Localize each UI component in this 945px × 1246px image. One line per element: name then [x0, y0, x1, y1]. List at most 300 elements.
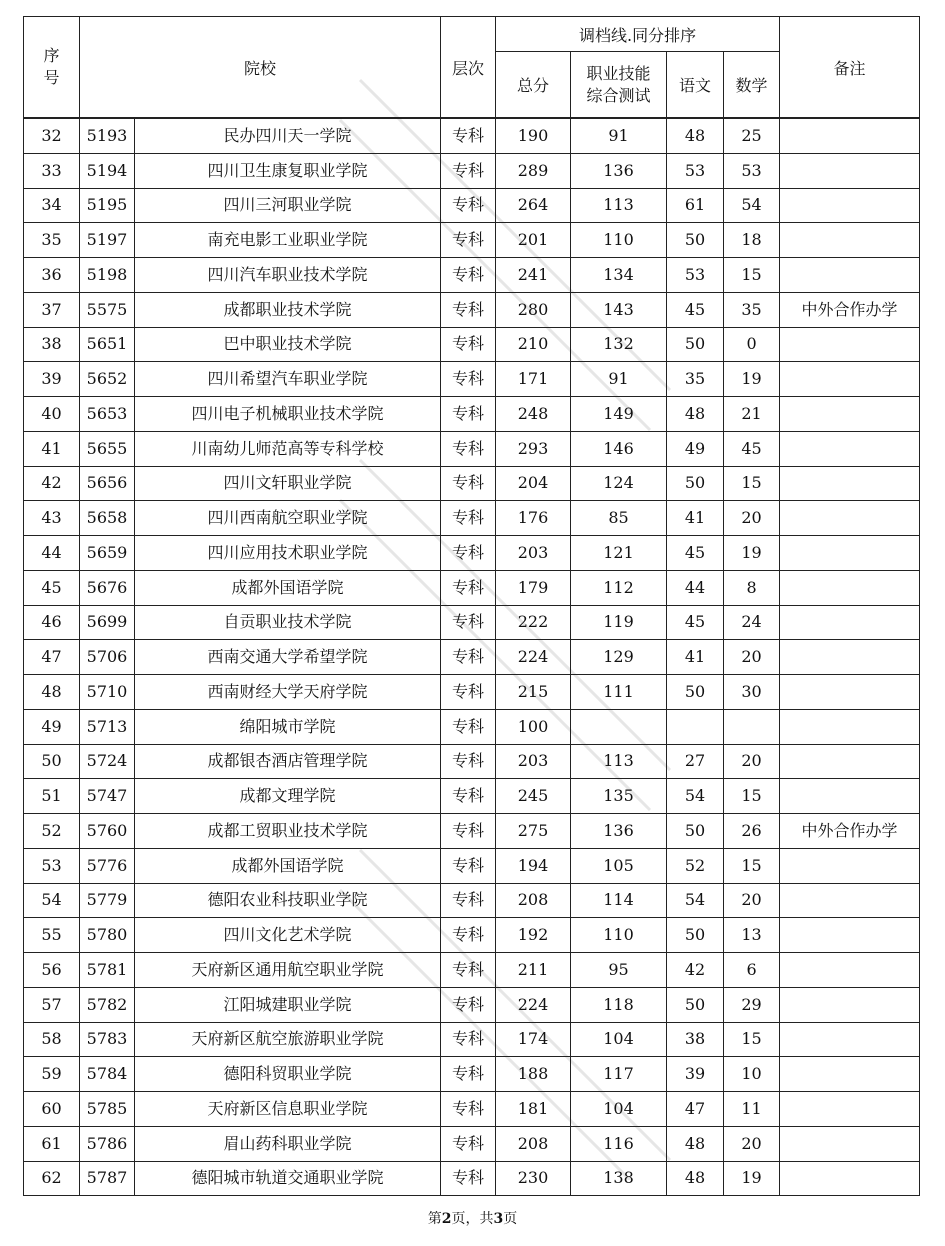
cell-chinese: 53	[667, 258, 724, 293]
cell-skill: 105	[571, 848, 667, 883]
cell-level: 专科	[441, 327, 496, 362]
cell-chinese: 44	[667, 570, 724, 605]
table-row	[24, 362, 920, 397]
cell-level: 专科	[441, 1126, 496, 1161]
cell-skill: 112	[571, 570, 667, 605]
cell-code: 5658	[80, 501, 135, 536]
cell-skill: 117	[571, 1057, 667, 1092]
cell-seq: 58	[24, 1022, 80, 1057]
cell-remark	[780, 118, 920, 153]
cell-total: 224	[496, 640, 571, 675]
cell-level: 专科	[441, 258, 496, 293]
cell-remark	[780, 466, 920, 501]
cell-math: 21	[724, 397, 780, 432]
cell-math: 13	[724, 918, 780, 953]
cell-total: 208	[496, 883, 571, 918]
cell-code: 5198	[80, 258, 135, 293]
table-row	[24, 188, 920, 223]
cell-skill: 129	[571, 640, 667, 675]
table-row	[24, 501, 920, 536]
cell-chinese: 27	[667, 744, 724, 779]
cell-chinese: 54	[667, 779, 724, 814]
cell-total: 203	[496, 744, 571, 779]
cell-skill: 149	[571, 397, 667, 432]
cell-level: 专科	[441, 362, 496, 397]
header-skill: 职业技能 综合测试	[571, 52, 667, 119]
cell-level: 专科	[441, 501, 496, 536]
cell-total: 208	[496, 1126, 571, 1161]
cell-remark	[780, 501, 920, 536]
cell-remark	[780, 536, 920, 571]
cell-skill: 118	[571, 987, 667, 1022]
table-row	[24, 1092, 920, 1127]
cell-school: 四川应用技术职业学院	[135, 536, 441, 571]
cell-level: 专科	[441, 188, 496, 223]
cell-code: 5786	[80, 1126, 135, 1161]
cell-total: 203	[496, 536, 571, 571]
cell-skill: 134	[571, 258, 667, 293]
header-school: 院校	[80, 17, 441, 119]
table-row	[24, 258, 920, 293]
cell-skill: 85	[571, 501, 667, 536]
cell-school: 眉山药科职业学院	[135, 1126, 441, 1161]
cell-school: 四川三河职业学院	[135, 188, 441, 223]
cell-remark	[780, 779, 920, 814]
cell-skill: 91	[571, 118, 667, 153]
table-row	[24, 987, 920, 1022]
table-row	[24, 1126, 920, 1161]
table-row	[24, 848, 920, 883]
cell-remark	[780, 362, 920, 397]
cell-school: 巴中职业技术学院	[135, 327, 441, 362]
cell-code: 5195	[80, 188, 135, 223]
cell-remark	[780, 987, 920, 1022]
cell-seq: 57	[24, 987, 80, 1022]
cell-total: 176	[496, 501, 571, 536]
cell-total: 210	[496, 327, 571, 362]
cell-remark	[780, 1057, 920, 1092]
cell-math: 15	[724, 779, 780, 814]
cell-code: 5781	[80, 953, 135, 988]
cell-math: 35	[724, 292, 780, 327]
cell-remark	[780, 640, 920, 675]
cell-total: 215	[496, 675, 571, 710]
table-row	[24, 1022, 920, 1057]
cell-code: 5655	[80, 431, 135, 466]
cell-skill: 124	[571, 466, 667, 501]
cell-school: 江阳城建职业学院	[135, 987, 441, 1022]
cell-skill: 143	[571, 292, 667, 327]
cell-code: 5784	[80, 1057, 135, 1092]
cell-skill: 104	[571, 1092, 667, 1127]
cell-skill: 135	[571, 779, 667, 814]
table-row	[24, 640, 920, 675]
cell-school: 德阳城市轨道交通职业学院	[135, 1161, 441, 1196]
table-row	[24, 744, 920, 779]
table-row	[24, 953, 920, 988]
cell-school: 成都外国语学院	[135, 570, 441, 605]
cell-code: 5194	[80, 153, 135, 188]
cell-school: 德阳科贸职业学院	[135, 1057, 441, 1092]
table-row	[24, 431, 920, 466]
cell-skill: 136	[571, 814, 667, 849]
cell-chinese: 50	[667, 918, 724, 953]
cell-seq: 36	[24, 258, 80, 293]
cell-code: 5699	[80, 605, 135, 640]
table-row	[24, 814, 920, 849]
cell-math: 20	[724, 640, 780, 675]
table-row	[24, 223, 920, 258]
table-row	[24, 1057, 920, 1092]
cell-level: 专科	[441, 570, 496, 605]
cell-level: 专科	[441, 1161, 496, 1196]
cell-total: 174	[496, 1022, 571, 1057]
cell-code: 5713	[80, 709, 135, 744]
cell-skill: 110	[571, 918, 667, 953]
cell-math: 19	[724, 536, 780, 571]
cell-math: 45	[724, 431, 780, 466]
cell-chinese	[667, 709, 724, 744]
cell-chinese: 61	[667, 188, 724, 223]
cell-remark	[780, 1126, 920, 1161]
cell-remark	[780, 883, 920, 918]
cell-total: 289	[496, 153, 571, 188]
cell-level: 专科	[441, 814, 496, 849]
cell-school: 天府新区通用航空职业学院	[135, 953, 441, 988]
cell-math: 15	[724, 848, 780, 883]
cell-code: 5656	[80, 466, 135, 501]
cell-code: 5760	[80, 814, 135, 849]
cell-code: 5782	[80, 987, 135, 1022]
cell-code: 5785	[80, 1092, 135, 1127]
cell-school: 成都文理学院	[135, 779, 441, 814]
cell-seq: 47	[24, 640, 80, 675]
cell-seq: 53	[24, 848, 80, 883]
cell-remark	[780, 918, 920, 953]
cell-math: 19	[724, 362, 780, 397]
cell-seq: 51	[24, 779, 80, 814]
cell-code: 5710	[80, 675, 135, 710]
cell-total: 275	[496, 814, 571, 849]
cell-level: 专科	[441, 153, 496, 188]
cell-chinese: 48	[667, 1126, 724, 1161]
cell-chinese: 54	[667, 883, 724, 918]
cell-level: 专科	[441, 292, 496, 327]
cell-code: 5776	[80, 848, 135, 883]
cell-remark	[780, 431, 920, 466]
cell-skill: 136	[571, 153, 667, 188]
cell-math: 6	[724, 953, 780, 988]
cell-seq: 43	[24, 501, 80, 536]
cell-skill: 116	[571, 1126, 667, 1161]
cell-math: 26	[724, 814, 780, 849]
table-row	[24, 709, 920, 744]
cell-math: 20	[724, 744, 780, 779]
cell-skill: 110	[571, 223, 667, 258]
cell-seq: 50	[24, 744, 80, 779]
cell-skill: 146	[571, 431, 667, 466]
cell-seq: 41	[24, 431, 80, 466]
cell-school: 四川西南航空职业学院	[135, 501, 441, 536]
cell-level: 专科	[441, 848, 496, 883]
cell-remark	[780, 848, 920, 883]
cell-level: 专科	[441, 223, 496, 258]
cell-chinese: 45	[667, 536, 724, 571]
cell-seq: 45	[24, 570, 80, 605]
cell-remark	[780, 744, 920, 779]
cell-total: 188	[496, 1057, 571, 1092]
cell-chinese: 53	[667, 153, 724, 188]
cell-chinese: 48	[667, 118, 724, 153]
cell-total: 192	[496, 918, 571, 953]
cell-total: 280	[496, 292, 571, 327]
cell-total: 211	[496, 953, 571, 988]
cell-total: 241	[496, 258, 571, 293]
cell-math: 20	[724, 1126, 780, 1161]
cell-code: 5747	[80, 779, 135, 814]
cell-total: 100	[496, 709, 571, 744]
cell-total: 181	[496, 1092, 571, 1127]
cell-code: 5653	[80, 397, 135, 432]
cell-chinese: 50	[667, 675, 724, 710]
table-row	[24, 292, 920, 327]
cell-chinese: 49	[667, 431, 724, 466]
table-row	[24, 570, 920, 605]
cell-math: 20	[724, 883, 780, 918]
cell-remark	[780, 570, 920, 605]
cell-school: 四川文轩职业学院	[135, 466, 441, 501]
cell-seq: 52	[24, 814, 80, 849]
cell-total: 248	[496, 397, 571, 432]
cell-school: 天府新区航空旅游职业学院	[135, 1022, 441, 1057]
cell-skill: 119	[571, 605, 667, 640]
cell-total: 171	[496, 362, 571, 397]
cell-school: 成都外国语学院	[135, 848, 441, 883]
table-row	[24, 883, 920, 918]
cell-chinese: 45	[667, 292, 724, 327]
cell-total: 230	[496, 1161, 571, 1196]
table-row	[24, 675, 920, 710]
cell-level: 专科	[441, 431, 496, 466]
cell-level: 专科	[441, 987, 496, 1022]
cell-math: 15	[724, 258, 780, 293]
cell-school: 四川汽车职业技术学院	[135, 258, 441, 293]
cell-seq: 59	[24, 1057, 80, 1092]
cell-remark	[780, 188, 920, 223]
cell-level: 专科	[441, 118, 496, 153]
cell-code: 5651	[80, 327, 135, 362]
cell-math: 29	[724, 987, 780, 1022]
cell-code: 5193	[80, 118, 135, 153]
cell-chinese: 50	[667, 466, 724, 501]
cell-math: 54	[724, 188, 780, 223]
cell-remark	[780, 258, 920, 293]
cell-total: 222	[496, 605, 571, 640]
cell-level: 专科	[441, 1092, 496, 1127]
cell-school: 四川卫生康复职业学院	[135, 153, 441, 188]
cell-school: 成都职业技术学院	[135, 292, 441, 327]
table-row	[24, 397, 920, 432]
cell-seq: 39	[24, 362, 80, 397]
cell-code: 5197	[80, 223, 135, 258]
cell-chinese: 48	[667, 397, 724, 432]
cell-code: 5783	[80, 1022, 135, 1057]
header-total: 总分	[496, 52, 571, 119]
cell-level: 专科	[441, 1022, 496, 1057]
cell-remark	[780, 1161, 920, 1196]
header-seq: 序号	[24, 17, 80, 119]
cell-skill: 113	[571, 188, 667, 223]
cell-skill	[571, 709, 667, 744]
cell-chinese: 52	[667, 848, 724, 883]
cell-chinese: 41	[667, 501, 724, 536]
cell-skill: 111	[571, 675, 667, 710]
cell-remark	[780, 709, 920, 744]
cell-chinese: 38	[667, 1022, 724, 1057]
page-footer: 第2页，共3页	[427, 1211, 518, 1227]
cell-math: 0	[724, 327, 780, 362]
cell-skill: 138	[571, 1161, 667, 1196]
cell-code: 5659	[80, 536, 135, 571]
cell-skill: 113	[571, 744, 667, 779]
cell-remark	[780, 327, 920, 362]
cell-chinese: 47	[667, 1092, 724, 1127]
cell-remark: 中外合作办学	[780, 292, 920, 327]
header-group-title: 调档线.同分排序	[496, 17, 780, 52]
cell-level: 专科	[441, 605, 496, 640]
cell-remark: 中外合作办学	[780, 814, 920, 849]
cell-seq: 54	[24, 883, 80, 918]
cell-school: 成都工贸职业技术学院	[135, 814, 441, 849]
cell-total: 179	[496, 570, 571, 605]
cell-total: 224	[496, 987, 571, 1022]
cell-total: 245	[496, 779, 571, 814]
cell-math: 24	[724, 605, 780, 640]
cell-level: 专科	[441, 779, 496, 814]
table-row	[24, 918, 920, 953]
cell-math: 8	[724, 570, 780, 605]
cell-level: 专科	[441, 918, 496, 953]
cell-skill: 121	[571, 536, 667, 571]
cell-skill: 91	[571, 362, 667, 397]
cell-math: 30	[724, 675, 780, 710]
cell-remark	[780, 1092, 920, 1127]
cell-chinese: 39	[667, 1057, 724, 1092]
cell-skill: 95	[571, 953, 667, 988]
cell-remark	[780, 605, 920, 640]
cell-code: 5706	[80, 640, 135, 675]
cell-skill: 104	[571, 1022, 667, 1057]
admission-score-table	[23, 16, 920, 1196]
table-row	[24, 1161, 920, 1196]
cell-school: 天府新区信息职业学院	[135, 1092, 441, 1127]
cell-remark	[780, 397, 920, 432]
header-chinese: 语文	[667, 52, 724, 119]
cell-level: 专科	[441, 466, 496, 501]
cell-seq: 61	[24, 1126, 80, 1161]
cell-math: 15	[724, 1022, 780, 1057]
cell-seq: 34	[24, 188, 80, 223]
cell-seq: 33	[24, 153, 80, 188]
table-row	[24, 153, 920, 188]
cell-seq: 42	[24, 466, 80, 501]
cell-school: 绵阳城市学院	[135, 709, 441, 744]
cell-school: 四川电子机械职业技术学院	[135, 397, 441, 432]
cell-level: 专科	[441, 1057, 496, 1092]
cell-school: 南充电影工业职业学院	[135, 223, 441, 258]
cell-code: 5575	[80, 292, 135, 327]
cell-school: 四川文化艺术学院	[135, 918, 441, 953]
cell-chinese: 50	[667, 327, 724, 362]
cell-chinese: 35	[667, 362, 724, 397]
cell-code: 5780	[80, 918, 135, 953]
cell-math: 19	[724, 1161, 780, 1196]
header-level: 层次	[441, 17, 496, 119]
cell-math	[724, 709, 780, 744]
cell-seq: 35	[24, 223, 80, 258]
cell-total: 190	[496, 118, 571, 153]
cell-skill: 114	[571, 883, 667, 918]
cell-code: 5652	[80, 362, 135, 397]
cell-chinese: 41	[667, 640, 724, 675]
cell-total: 194	[496, 848, 571, 883]
cell-seq: 46	[24, 605, 80, 640]
cell-code: 5724	[80, 744, 135, 779]
cell-code: 5676	[80, 570, 135, 605]
cell-level: 专科	[441, 953, 496, 988]
cell-math: 11	[724, 1092, 780, 1127]
cell-seq: 48	[24, 675, 80, 710]
cell-skill: 132	[571, 327, 667, 362]
cell-school: 自贡职业技术学院	[135, 605, 441, 640]
cell-level: 专科	[441, 397, 496, 432]
cell-remark	[780, 153, 920, 188]
cell-seq: 62	[24, 1161, 80, 1196]
cell-level: 专科	[441, 640, 496, 675]
cell-seq: 32	[24, 118, 80, 153]
cell-level: 专科	[441, 709, 496, 744]
cell-chinese: 50	[667, 814, 724, 849]
cell-school: 成都银杏酒店管理学院	[135, 744, 441, 779]
cell-school: 西南财经大学天府学院	[135, 675, 441, 710]
header-remark: 备注	[780, 17, 920, 119]
cell-seq: 60	[24, 1092, 80, 1127]
cell-remark	[780, 675, 920, 710]
cell-seq: 55	[24, 918, 80, 953]
cell-school: 民办四川天一学院	[135, 118, 441, 153]
cell-seq: 44	[24, 536, 80, 571]
header-math: 数学	[724, 52, 780, 119]
cell-level: 专科	[441, 675, 496, 710]
cell-remark	[780, 223, 920, 258]
cell-level: 专科	[441, 536, 496, 571]
cell-math: 53	[724, 153, 780, 188]
cell-level: 专科	[441, 883, 496, 918]
cell-remark	[780, 953, 920, 988]
cell-seq: 40	[24, 397, 80, 432]
cell-seq: 49	[24, 709, 80, 744]
cell-seq: 38	[24, 327, 80, 362]
cell-level: 专科	[441, 744, 496, 779]
cell-seq: 56	[24, 953, 80, 988]
cell-chinese: 50	[667, 987, 724, 1022]
cell-math: 15	[724, 466, 780, 501]
cell-total: 293	[496, 431, 571, 466]
cell-total: 204	[496, 466, 571, 501]
table-row	[24, 118, 920, 153]
cell-chinese: 42	[667, 953, 724, 988]
cell-math: 25	[724, 118, 780, 153]
